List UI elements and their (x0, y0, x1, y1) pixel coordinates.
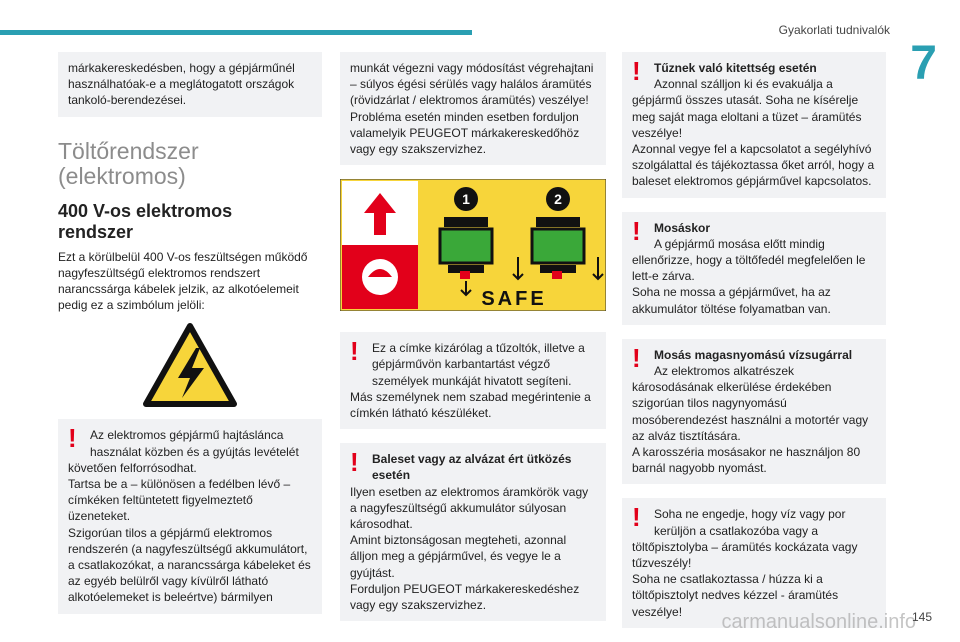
warning-box-accident: ! Baleset vagy az alvázat ért ütközés esetén Ilyen esetben az elektromos áramkörök vagy a nagyfeszültségű akkumulátor súlyosan károsodhat. Amint biztonságosan megteheti, azonnal álljon meg a gépjárművel, és vegye le a gyújtást. Forduljon PEUGEOT márkakereskedéshez vagy egy szakszervizhez. (340, 443, 606, 621)
warning-icon: ! (632, 56, 641, 86)
hv-description: Ezt a körülbelül 400 V-os feszültségen működő nagyfeszültségű elektromos rendszert narancssárga kábelek jelzik, az alkotóelemeit pedig ez a szimbólum jelöli: (58, 249, 308, 313)
warning-icon: ! (632, 215, 641, 246)
warning-box-fire: ! Tűznek való kitettség esetén Azonnal szálljon ki és evakuálja a gépjármű összes utasát. Soha ne kísérelje meg saját maga eloltani a tüzet – áramütés veszélye! Azonnal vegye fel a kapcsolatot a segélyhívó szolgálattal és tájékoztassa őket arról, hogy a baleset elektromos gépjárművel kapcsolatos. (622, 52, 886, 198)
warning-box-label: ! Ez a címke kizárólag a tűzoltók, illetve a gépjárművön karbantartást végző személyek munkáját hivatott segíteni. Más személynek nem szabad megérintenie a címkén látható készüléket. (340, 332, 606, 429)
subsection-title: 400 V-os elektromos rendszer (58, 200, 233, 242)
warning-box-washing: ! Mosáskor A gépjármű mosása előtt mindig ellenőrizze, hogy a töltőfedél megfelelően le lett-e zárva. Soha ne mossa a gépjárművet, ha az akkumulátor töltése folyamatban van. (622, 212, 886, 325)
warning-icon: ! (632, 502, 641, 533)
column-3 (622, 52, 886, 642)
safe-label-image (340, 179, 606, 311)
label-number-2: 2 (554, 191, 562, 208)
warning-icon: ! (350, 447, 359, 478)
high-voltage-warning-icon (142, 322, 238, 408)
continuation-box: munkát végezni vagy módosítást végrehajtani – súlyos égési sérülés vagy halálos áramütés (rövidzárlat / elektromos áramütés) veszélye! Probléma esetén minden esetben forduljon valamelyik PEUGEOT márkakereskedőhöz vagy egy szakszervizhez. (340, 52, 606, 165)
watermark: carmanualsonline.info (721, 611, 916, 633)
section-title: Töltőrendszer (elektromos) (58, 137, 199, 189)
column-2 (340, 52, 606, 635)
safe-text: SAFE (481, 288, 547, 311)
warning-box-pressure-washing: ! Mosás magasnyomású vízsugárral Az elektromos alkatrészek károsodásának elkerülése érdekében szigorúan tilos nagynyomású mosóberendezést használni a motortér vagy az alváz tisztítására. A karosszéria mosásakor ne használjon 80 barnál nagyobb nyomást. (622, 339, 886, 485)
high-voltage-symbol (58, 321, 322, 409)
warning-icon: ! (68, 423, 77, 454)
warning-icon: ! (632, 342, 641, 373)
warning-box-powertrain: ! Az elektromos gépjármű hajtáslánca használat közben és a gyújtás levételét követően felforrósodhat. Tartsa be a – különösen a fedélben lévő – címkéken feltüntetett figyelmeztető üzeneteket. Szigorúan tilos a gépjármű elektromos rendszerén (a nagyfeszültségű akkumulátort, a csatlakozókat, a narancssárga kábeleket és az egyéb belülről vagy kívülről látható alkotóelemeket is beleértve) bármilyen (58, 419, 322, 613)
label-number-1: 1 (462, 191, 470, 208)
chapter-number: 7 (910, 37, 937, 90)
firefighter-label (340, 179, 606, 316)
header-accent-bar (0, 30, 472, 35)
warning-icon: ! (350, 336, 359, 367)
intro-text: márkakereskedésben, hogy a gépjárműnél használhatóak-e a meglátogatott országok tankoló-berendezései. (68, 61, 295, 108)
intro-box (58, 52, 322, 117)
running-header: Gyakorlati tudnivalók (778, 23, 890, 37)
warning-box-connector: ! Soha ne engedje, hogy víz vagy por kerüljön a csatlakozóba vagy a töltőpisztolyba – áramütés kockázata vagy tűzveszély! Soha ne csatlakoztassa / húzza ki a töltőpisztolyt nedves kézzel - áramütés veszélye! (622, 498, 886, 627)
page-number: 145 (911, 610, 932, 624)
column-1 (58, 52, 322, 628)
